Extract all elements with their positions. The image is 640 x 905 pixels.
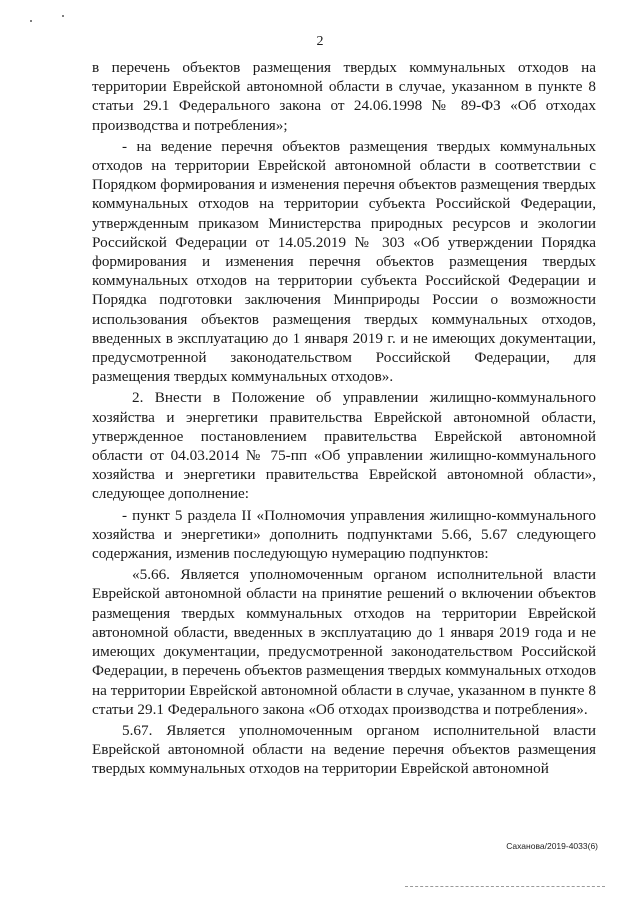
paragraph-subitems-intro: - пункт 5 раздела II «Полномочия управления жилищно-коммунального хозяйства и энергетики» дополнить подпунктами 5.66, 5.67 следующего содержания, изменив последующую нумерацию подпунктов: (92, 506, 596, 563)
paragraph-5-66: «5.66. Является уполномоченным органом исполнительной власти Еврейской автономной области на принятие решений о включении объектов размещения твердых коммунальных отходов на территории Еврейской автономной области, введенных в эксплуатацию до 1 января 2019 года и не имеющих документации, предусмотренной законодательством Российской Федерации, в перечень объектов размещения твердых коммунальных отходов на территории Еврейской автономной области в случае, указанном в пункте 8 статьи 29.1 Федерального закона «Об отходах производства и потребления». (92, 566, 596, 718)
bottom-rule (405, 886, 605, 887)
scan-speck (62, 15, 64, 17)
footer-reference: Саханова/2019-4033(6) (506, 841, 598, 851)
body-text (92, 58, 596, 781)
paragraph-5-67: 5.67. Является уполномоченным органом исполнительной власти Еврейской автономной области на ведение перечня объектов размещения твердых коммунальных отходов на территории Еврейской автономной (92, 721, 596, 778)
paragraph-continuation: в перечень объектов размещения твердых коммунальных отходов на территории Еврейской автономной области в случае, указанном в пункте 8 статьи 29.1 Федерального закона от 24.06.1998 № 89-ФЗ «Об отходах производства и потребления»; (92, 59, 596, 134)
scan-speck (30, 20, 32, 22)
paragraph-list-maintenance: - на ведение перечня объектов размещения твердых коммунальных отходов на территории Еврейской автономной области в соответствии с Порядком формирования и изменения перечня объектов размещения твердых коммунальных отходов на территории субъекта Российской Федерации, утвержденным приказом Министерства природных ресурсов и экологии Российской Федерации от 14.05.2019 № 303 «Об утверждении Порядка формирования и изменения перечня объектов размещения твердых коммунальных отходов на территории субъекта Российской Федерации и Порядка подготовки заключения Минприроды России о возможности использования объектов размещения твердых коммунальных отходов, введенных в эксплуатацию до 1 января 2019 г. и не имеющих документации, предусмотренной законодательством Российской Федерации, для размещения твердых коммунальных отходов». (92, 137, 596, 386)
page-number: 2 (316, 34, 324, 49)
paragraph-item-2: 2. Внести в Положение об управлении жилищно-коммунального хозяйства и энергетики правительства Еврейской автономной области, утвержденное постановлением правительства Еврейской автономной области от 04.03.2014 № 75-пп «Об управлении жилищно-коммунального хозяйства и энергетики правительства Еврейской автономной области», следующее дополнение: (92, 389, 596, 503)
